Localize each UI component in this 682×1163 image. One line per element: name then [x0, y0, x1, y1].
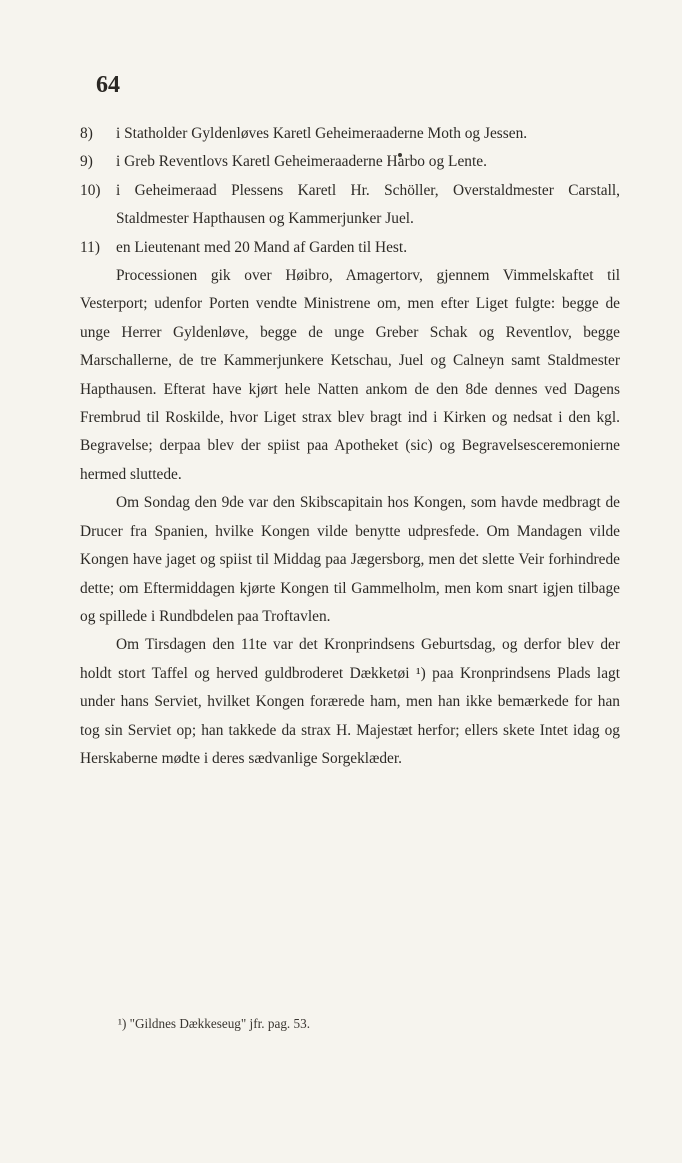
list-item [80, 148, 620, 176]
footnote: ¹) "Gildnes Dækkeseug" jfr. pag. 53. [118, 1016, 310, 1031]
paragraph: Om Sondag den 9de var den Skibscapitain hos Kongen, som havde medbragt de Drucer fra Spanien, hvilke Kongen vilde benytte udpresfede. Om Mandagen vilde Kongen have jaget og spiist til Middag paa Jægersborg, men det slette Veir forhindrede dette; om Eftermiddagen kjørte Kongen til Gammelholm, men kom snart igjen tilbage og spillede i Rundbdelen paa Troftavlen. [80, 494, 620, 625]
page-number: 64 [96, 72, 120, 98]
main-text [80, 120, 620, 773]
list-item-text: i Greb Reventlovs Karetl Geheimeraaderne Harbo og Lente. [116, 153, 487, 171]
list-item [80, 234, 620, 262]
list-item-number: 8) [80, 125, 93, 142]
paragraph: Processionen gik over Høibro, Amagertorv, gjennem Vimmelskaftet til Vesterport; udenfor Porten vendte Ministrene om, men efter Liget fulgte: begge de unge Herrer Gyldenløve, begge de unge Greber Schak og Reventlov, begge Marschallerne, de tre Kammerjunkere Ketschau, Juel og Calneyn samt Staldmester Hapthausen. Efterat have kjørt hele Natten ankom de den 8de dennes ved Dagens Frembrud til Roskilde, hvor Liget strax blev bragt ind i Kirken og nedsat i den kgl. Begravelse; derpaa blev der spiist paa Apotheket (sic) og Begravelsesceremonierne hermed sluttede. [80, 267, 620, 483]
list-item [80, 177, 620, 234]
list-item-text: en Lieutenant med 20 Mand af Garden til Hest. [116, 238, 408, 256]
list-item-text: i Geheimeraad Plessens Karetl Hr. Schöller, Overstaldmester Carstall, Staldmester Hapthausen og Kammerjunker Juel. [116, 181, 620, 228]
list-item-number: 11) [80, 238, 100, 256]
list-item [80, 120, 620, 148]
paragraph: Om Tirsdagen den 11te var det Kronprindsens Geburtsdag, og derfor blev der holdt stort Taffel og herved guldbroderet Dækketøi ¹) paa Kronprindsens Plads lagt under hans Serviet, hvilket Kongen forærede ham, men han ikke bemærkede for han tog sin Serviet op; han takkede da strax H. Majestæt herfor; ellers skete Intet idag og Herskaberne mødte i deres sædvanlige Sorgeklæder. [80, 636, 620, 767]
list-item-text: i Statholder Gyldenløves Karetl Geheimeraaderne Moth og Jessen. [116, 125, 528, 142]
list-item-number: 10) [80, 181, 101, 199]
list-item-number: 9) [80, 153, 93, 171]
